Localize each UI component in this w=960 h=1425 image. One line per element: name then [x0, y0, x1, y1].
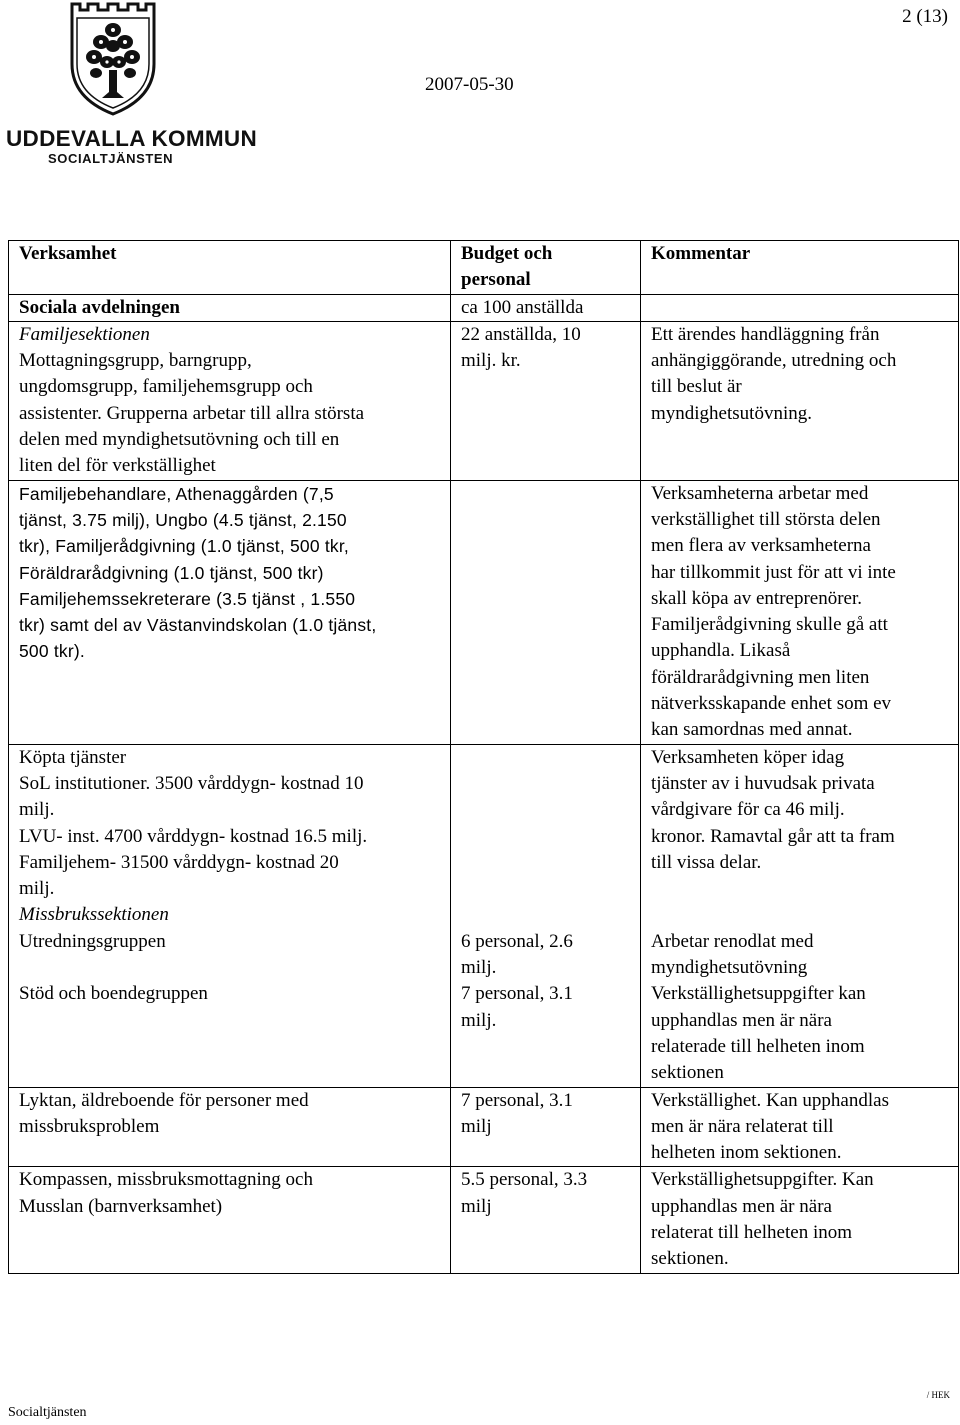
header-verksamhet: Verksamhet	[9, 241, 451, 295]
section-title: Missbrukssektionen	[19, 904, 169, 926]
activity-table	[8, 240, 959, 1274]
budget-cell: ca 100 anställda	[451, 294, 641, 321]
footer-initials: / HEK	[926, 1390, 950, 1400]
budget-cell: 6 personal, 2.6 milj. 7 personal, 3.1 milj.	[451, 744, 641, 1087]
section-title: Familjesektionen	[19, 323, 150, 345]
logo-subtitle: SOCIALTJÄNSTEN	[48, 151, 174, 166]
kommentar-cell: Ett ärendes handläggning från anhängiggörande, utredning och till beslut är myndighetsutövning.	[641, 321, 959, 480]
verksamhet-cell: Sociala avdelningen	[9, 294, 451, 321]
table-row	[9, 321, 959, 480]
budget-cell: 22 anställda, 10 milj. kr.	[451, 321, 641, 480]
table-row	[9, 1087, 959, 1167]
header-kommentar: Kommentar	[641, 241, 959, 295]
kommentar-cell: Verkställighetsuppgifter. Kan upphandlas men är nära relaterat till helheten inom sektionen.	[641, 1167, 959, 1273]
table-row	[9, 1167, 959, 1273]
verksamhet-cell: Köpta tjänster SoL institutioner. 3500 vårddygn- kostnad 10 milj. LVU- inst. 4700 vårddygn- kostnad 16.5 milj. Familjehem- 31500 vårddygn- kostnad 20 milj. Missbrukssektionen Utredningsgruppen Stöd och boendegruppen	[9, 744, 451, 1087]
budget-cell: 7 personal, 3.1 milj	[451, 1087, 641, 1167]
footer-department: Socialtjänsten	[8, 1405, 87, 1420]
table-row	[9, 480, 959, 744]
municipality-logo	[4, 0, 258, 170]
verksamhet-cell: Lyktan, äldreboende för personer med missbruksproblem	[9, 1087, 451, 1167]
verksamhet-cell: Familjebehandlare, Athenaggården (7,5 tjänst, 3.75 milj), Ungbo (4.5 tjänst, 2.150 tkr), Familjerådgivning (1.0 tjänst, 500 tkr, Föräldrarådgivning (1.0 tjänst, 500 tkr) Familjehemssekreterare (3.5 tjänst , 1.550 tkr) samt del av Västanvindskolan (1.0 tjänst, 500 tkr).	[9, 480, 451, 744]
kommentar-cell: Verkställighet. Kan upphandlas men är nära relaterat till helheten inom sektionen.	[641, 1087, 959, 1167]
table-row	[9, 744, 959, 1087]
coat-of-arms-icon	[4, 0, 214, 125]
table-header-row	[9, 241, 959, 295]
verksamhet-cell: Kompassen, missbruksmottagning och Musslan (barnverksamhet)	[9, 1167, 451, 1273]
budget-cell: 5.5 personal, 3.3 milj	[451, 1167, 641, 1273]
kommentar-cell	[641, 294, 959, 321]
table-row	[9, 294, 959, 321]
kommentar-cell: Verksamheten köper idag tjänster av i huvudsak privata vårdgivare för ca 46 milj. kronor. Ramavtal går att ta fram till vissa delar. Arbetar renodlat med myndighetsutövning Verkställighetsuppgifter kan upphandlas men är nära relaterade till helheten inom sektionen	[641, 744, 959, 1087]
page-number: 2 (13)	[902, 6, 948, 27]
header-budget: Budget och personal	[451, 241, 641, 295]
logo-name: UDDEVALLA KOMMUN	[6, 126, 258, 151]
kommentar-cell: Verksamheterna arbetar med verkställighet till största delen men flera av verksamheterna har tillkommit just för att vi inte skall köpa av entreprenörer. Familjerådgivning skulle gå att upphandla. Likaså föräldrarådgivning men liten nätverksskapande enhet som ev kan samordnas med annat.	[641, 480, 959, 744]
document-date: 2007-05-30	[425, 74, 514, 95]
budget-cell	[451, 480, 641, 744]
verksamhet-cell: Familjesektionen Mottagningsgrupp, barngrupp, ungdomsgrupp, familjehemsgrupp och assistenter. Grupperna arbetar till allra största delen med myndighetsutövning och till en liten del för verkställighet	[9, 321, 451, 480]
